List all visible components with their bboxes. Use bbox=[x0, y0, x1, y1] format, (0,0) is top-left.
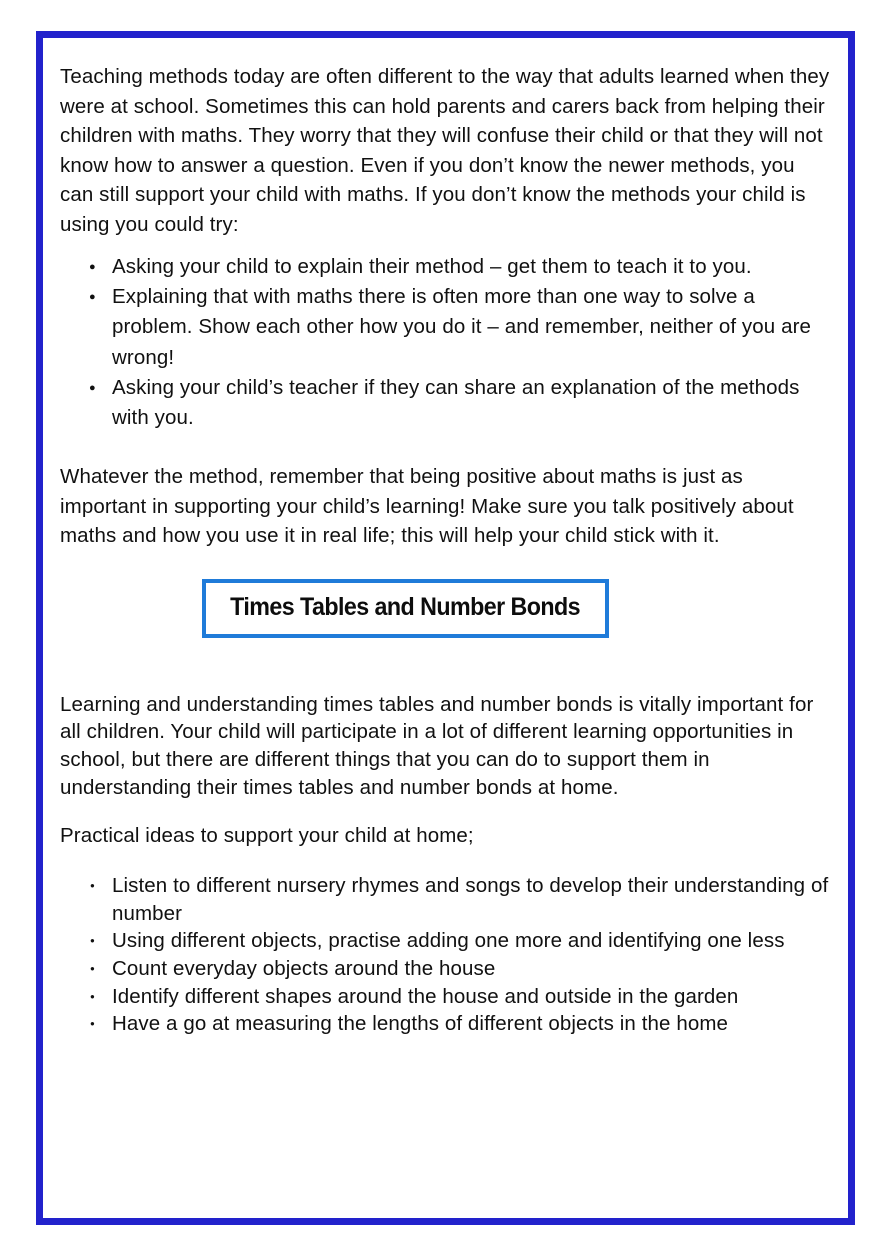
page-border-frame bbox=[36, 31, 855, 1225]
times-tables-paragraph: Learning and understanding times tables and number bonds is vitally important for all children. Your child will participate in a lot of different learning opportunities in school, but there are different things that you can do to support them in understanding their times tables and number bonds at home. bbox=[60, 692, 814, 799]
times-tables-section bbox=[60, 691, 832, 1038]
list-item: ● Using different objects, practise adding one more and identifying one less bbox=[112, 927, 832, 955]
list-item: ● Listen to different nursery rhymes and songs to develop their understanding of number bbox=[112, 872, 832, 927]
positivity-paragraph: Whatever the method, remember that being positive about maths is just as important in supporting your child’s learning! Make sure you talk positively about maths and how you use it in real life; this will help your child stick with it. bbox=[60, 465, 794, 548]
section-heading-box bbox=[202, 579, 609, 638]
list-item: ● Count everyday objects around the house bbox=[112, 955, 832, 983]
list-item: ● Have a go at measuring the lengths of different objects in the home bbox=[112, 1010, 832, 1038]
intro-paragraph: Teaching methods today are often different to the way that adults learned when they were at school. Sometimes this can hold parents and carers back from helping their children with maths. They worry that they will confuse their child or that they will not know how to answer a question. Even if you don’t know the newer methods, you can still support your child with maths. If you don’t know the methods your child is using you could try: bbox=[60, 65, 830, 236]
list-item: ● Asking your child’s teacher if they can share an explanation of the methods with you. bbox=[112, 373, 832, 433]
list-item: ● Identify different shapes around the house and outside in the garden bbox=[112, 983, 832, 1011]
section-heading: Times Tables and Number Bonds bbox=[230, 593, 581, 622]
list-item: ● Explaining that with maths there is often more than one way to solve a problem. Show each other how you do it – and remember, neither of you are wrong! bbox=[112, 282, 832, 373]
practical-intro: Practical ideas to support your child at home; bbox=[60, 823, 474, 847]
page-border-inner bbox=[43, 38, 848, 1218]
document-body bbox=[60, 62, 832, 1038]
list-item: ● Asking your child to explain their method – get them to teach it to you. bbox=[112, 252, 832, 282]
method-tips-list bbox=[60, 252, 832, 433]
practical-ideas-list bbox=[60, 872, 832, 1038]
